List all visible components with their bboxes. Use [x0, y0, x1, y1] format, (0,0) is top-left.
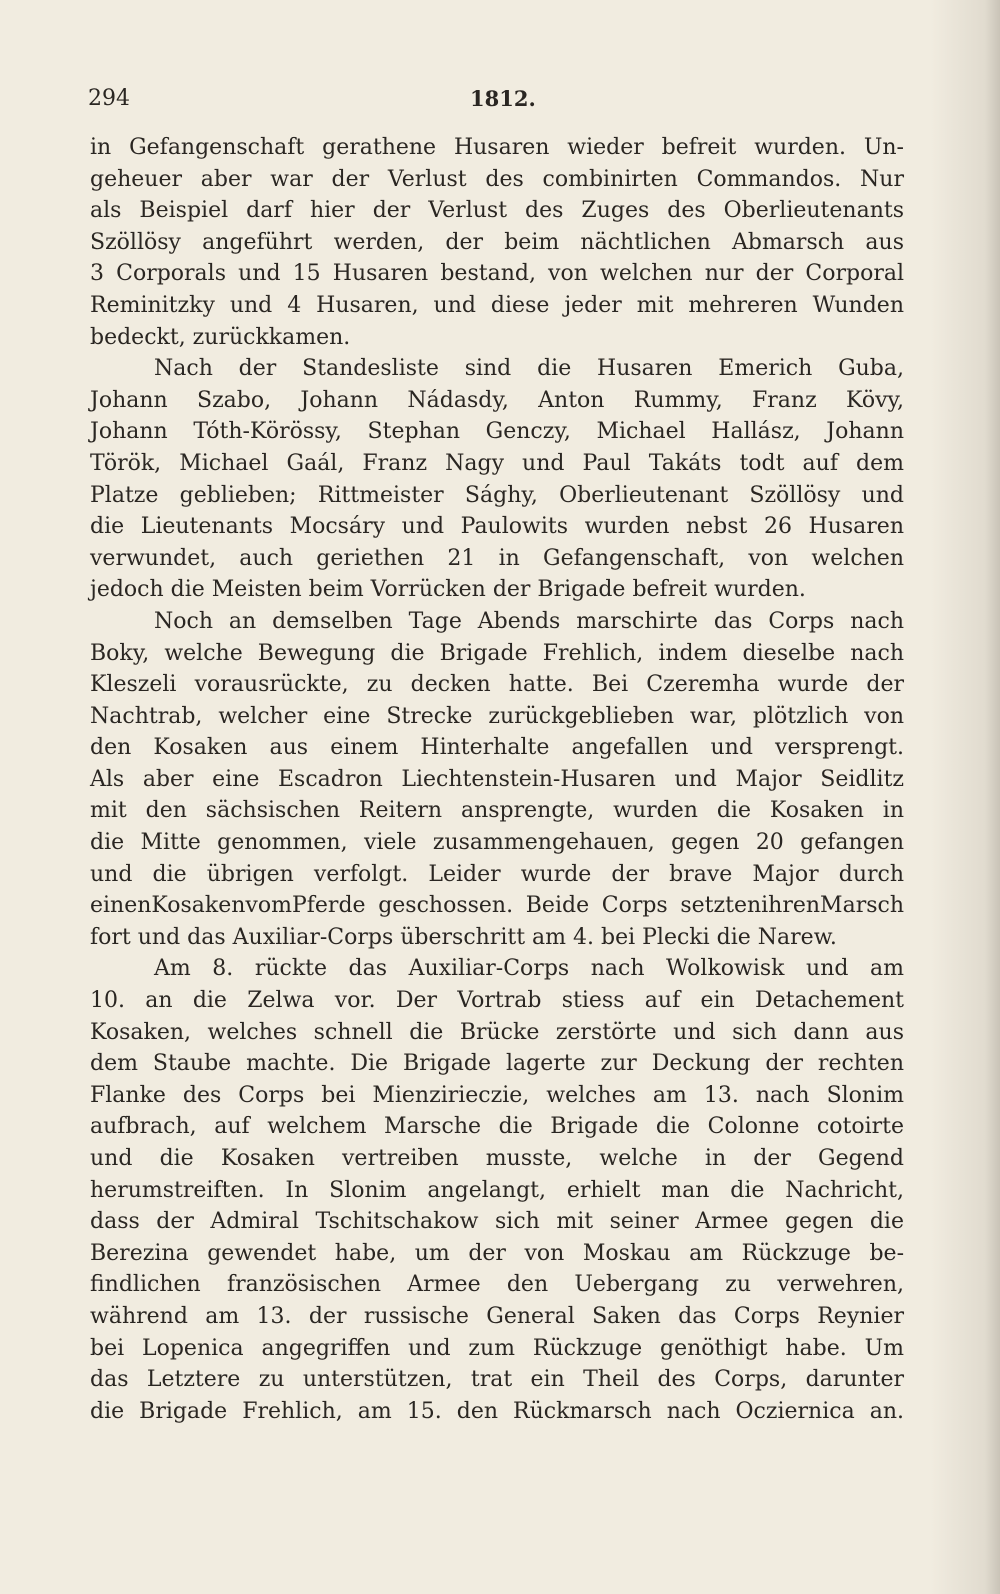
text-line: während am 13. der russische General Saken das Corps Reynier [90, 1303, 904, 1329]
text-line: Noch an demselben Tage Abends marschirte das Corps nach [154, 608, 904, 634]
text-line: Török, Michael Gaál, Franz Nagy und Paul Takáts todt auf dem [90, 450, 904, 476]
text-line: Berezina gewendet habe, um der von Moskau am Rückzuge be- [90, 1240, 904, 1266]
text-line: Kleszeli vorausrückte, zu decken hatte. Bei Czeremha wurde der [90, 672, 904, 698]
text-line: die Brigade Frehlich, am 15. den Rückmarsch nach Ocziernica an. [90, 1398, 904, 1424]
text-line: Johann Tóth-Körössy, Stephan Genczy, Michael Hallász, Johann [90, 419, 904, 445]
body-text [90, 132, 904, 1427]
text-line: 3 Corporals und 15 Husaren bestand, von welchen nur der Corporal [90, 261, 904, 287]
text-line: die Mitte genommen, viele zusammengehauen, gegen 20 gefangen [90, 830, 904, 856]
page-number: 294 [88, 86, 130, 111]
text-line: Nachtrab, welcher eine Strecke zurückgeblieben war, plötzlich von [90, 703, 904, 729]
text-line: und die übrigen verfolgt. Leider wurde der brave Major durch [90, 861, 904, 887]
text-line: Johann Szabo, Johann Nádasdy, Anton Rummy, Franz Kövy, [90, 387, 904, 413]
text-line: als Beispiel darf hier der Verlust des Zuges des Oberlieutenants [90, 198, 904, 224]
text-line: Nach der Standesliste sind die Husaren Emerich Guba, [154, 356, 904, 382]
paragraph [90, 606, 904, 954]
text-line: in Gefangenschaft gerathene Husaren wieder befreit wurden. Un- [90, 135, 904, 160]
text-line: geheuer aber war der Verlust des combinirten Commandos. Nur [90, 166, 904, 192]
text-line: Als aber eine Escadron Liechtenstein-Husaren und Major Seidlitz [90, 766, 904, 792]
text-line: Am 8. rückte das Auxiliar-Corps nach Wolkowisk und am [154, 956, 904, 982]
text-line: und die Kosaken vertreiben musste, welche in der Gegend [90, 1146, 904, 1171]
text-line: die Lieutenants Mocsáry und Paulowits wurden nebst 26 Husaren [90, 514, 904, 540]
text-line: mit den sächsischen Reitern ansprengte, wurden die Kosaken in [90, 798, 904, 824]
paragraph [90, 132, 904, 353]
text-line: jedoch die Meisten beim Vorrücken der Brigade befreit wurden. [90, 577, 806, 603]
running-head: 1812. [470, 86, 536, 111]
paragraph [90, 353, 904, 606]
text-line: Kosaken, welches schnell die Brücke zerstörte und sich dann aus [90, 1019, 904, 1045]
text-line: dem Staube machte. Die Brigade lagerte zur Deckung der rechten [90, 1051, 904, 1077]
text-line: Reminitzky und 4 Husaren, und diese jeder mit mehreren Wunden [90, 292, 904, 318]
text-line: bei Lopenica angegriffen und zum Rückzuge genöthigt habe. Um [90, 1335, 904, 1361]
text-line: 10. an die Zelwa vor. Der Vortrab stiess auf ein Detachement [90, 988, 904, 1014]
text-line: Boky, welche Bewegung die Brigade Frehlich, indem dieselbe nach [90, 640, 904, 666]
text-line: fort und das Auxiliar-Corps überschritt am 4. bei Plecki die Narew. [90, 924, 837, 950]
text-line: Szöllösy angeführt werden, der beim nächtlichen Abmarsch aus [90, 229, 904, 255]
paragraph [90, 953, 904, 1427]
text-line: Platze geblieben; Rittmeister Sághy, Oberlieutenant Szöllösy und [90, 482, 904, 508]
text-line: herumstreiften. In Slonim angelangt, erhielt man die Nachricht, [90, 1177, 904, 1203]
text-line: das Letztere zu unterstützen, trat ein Theil des Corps, darunter [90, 1367, 904, 1393]
text-line: Flanke des Corps bei Mienzirieczie, welches am 13. nach Slonim [90, 1082, 904, 1108]
text-line: aufbrach, auf welchem Marsche die Brigade die Colonne cotoirte [90, 1114, 904, 1140]
page-header [88, 86, 908, 120]
text-line: findlichen französischen Armee den Uebergang zu verwehren, [90, 1272, 904, 1298]
text-line: den Kosaken aus einem Hinterhalte angefallen und versprengt. [90, 735, 904, 761]
text-line: einenKosakenvomPferde geschossen. Beide Corps setztenihrenMarsch [90, 893, 904, 919]
text-line: dass der Admiral Tschitschakow sich mit seiner Armee gegen die [90, 1209, 904, 1235]
text-line: verwundet, auch geriethen 21 in Gefangenschaft, von welchen [90, 545, 904, 571]
text-line: bedeckt, zurückkamen. [90, 324, 351, 350]
